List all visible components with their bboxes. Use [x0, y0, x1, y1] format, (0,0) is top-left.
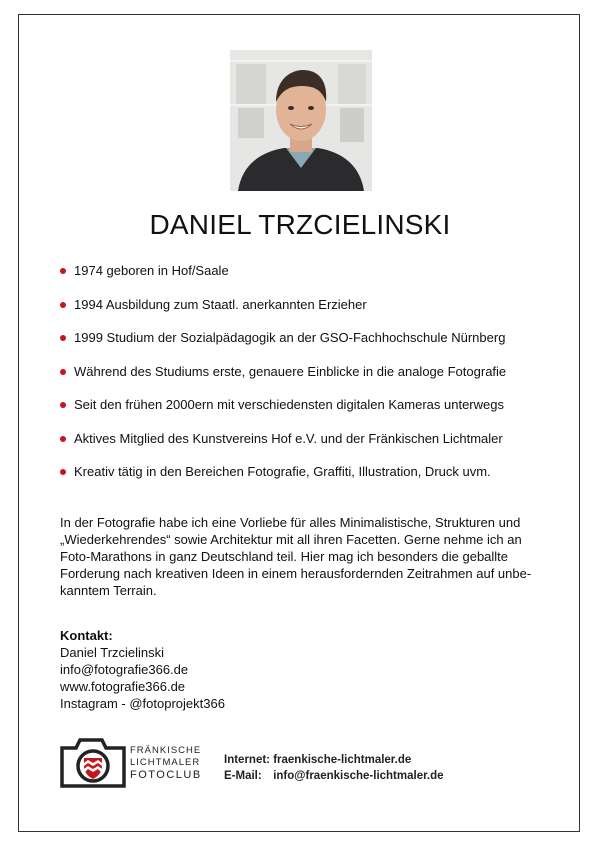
- bullet-dot-icon: [60, 268, 66, 274]
- paragraph-line: kanntem Terrain.: [60, 583, 157, 598]
- biography-list: [60, 262, 570, 497]
- club-internet-link[interactable]: fraenkische-lichtmaler.de: [273, 754, 412, 766]
- list-item: Seit den frühen 2000ern mit verschiedensten digitalen Kameras unterwegs: [60, 396, 570, 430]
- club-internet: [224, 752, 444, 768]
- person-name: DANIEL TRZCIELINSKI: [149, 209, 451, 240]
- club-internet-label: Internet:: [224, 754, 270, 766]
- paragraph-line: Forderung nach kreativen Ideen in einem herausfordernden Zeitrahmen auf unbe-: [60, 566, 532, 581]
- contact-instagram[interactable]: Instagram - @fotoprojekt366: [60, 696, 225, 711]
- bullet-dot-icon: [60, 402, 66, 408]
- contact-website[interactable]: www.fotografie366.de: [60, 679, 186, 694]
- portrait-photo: [230, 50, 372, 191]
- bullet-dot-icon: [60, 436, 66, 442]
- contact-email[interactable]: info@fotografie366.de: [60, 662, 189, 677]
- club-contact: [224, 752, 444, 784]
- paragraph-line: In der Fotografie habe ich eine Vorliebe für alles Minimalistische, Strukturen und: [60, 515, 521, 530]
- contact-name: Daniel Trzcielinski: [60, 645, 165, 660]
- paragraph-line: „Wiederkehrendes“ sowie Architektur mit all ihren Facetten. Gerne nehme ich an: [60, 532, 522, 547]
- bullet-dot-icon: [60, 335, 66, 341]
- list-item: 1994 Ausbildung zum Staatl. anerkannten Erzieher: [60, 296, 570, 330]
- contact-heading: Kontakt:: [60, 628, 113, 643]
- club-email: [224, 768, 444, 784]
- bullet-dot-icon: [60, 369, 66, 375]
- logo-wordmark: FRÄNKISCHE LICHTMALER FOTOCLUB: [130, 745, 202, 781]
- paragraph-line: Foto-Marathons in ganz Deutschland teil. Hier mag ich besonders die geballte: [60, 549, 509, 564]
- bullet-dot-icon: [60, 469, 66, 475]
- camera-logo-icon: [58, 736, 128, 788]
- club-email-link[interactable]: info@fraenkische-lichtmaler.de: [273, 770, 444, 782]
- bullet-dot-icon: [60, 302, 66, 308]
- list-item: Kreativ tätig in den Bereichen Fotografie, Graffiti, Illustration, Druck uvm.: [60, 463, 570, 497]
- contact-block: [60, 627, 360, 712]
- club-email-label: E-Mail:: [224, 770, 262, 782]
- description-paragraph: [60, 514, 550, 599]
- list-item: Während des Studiums erste, genauere Einblicke in die analoge Fotografie: [60, 363, 570, 397]
- list-item: 1999 Studium der Sozialpädagogik an der GSO-Fachhochschule Nürnberg: [60, 329, 570, 363]
- list-item: 1974 geboren in Hof/Saale: [60, 262, 570, 296]
- list-item: Aktives Mitglied des Kunstvereins Hof e.V. und der Fränkischen Lichtmaler: [60, 430, 570, 464]
